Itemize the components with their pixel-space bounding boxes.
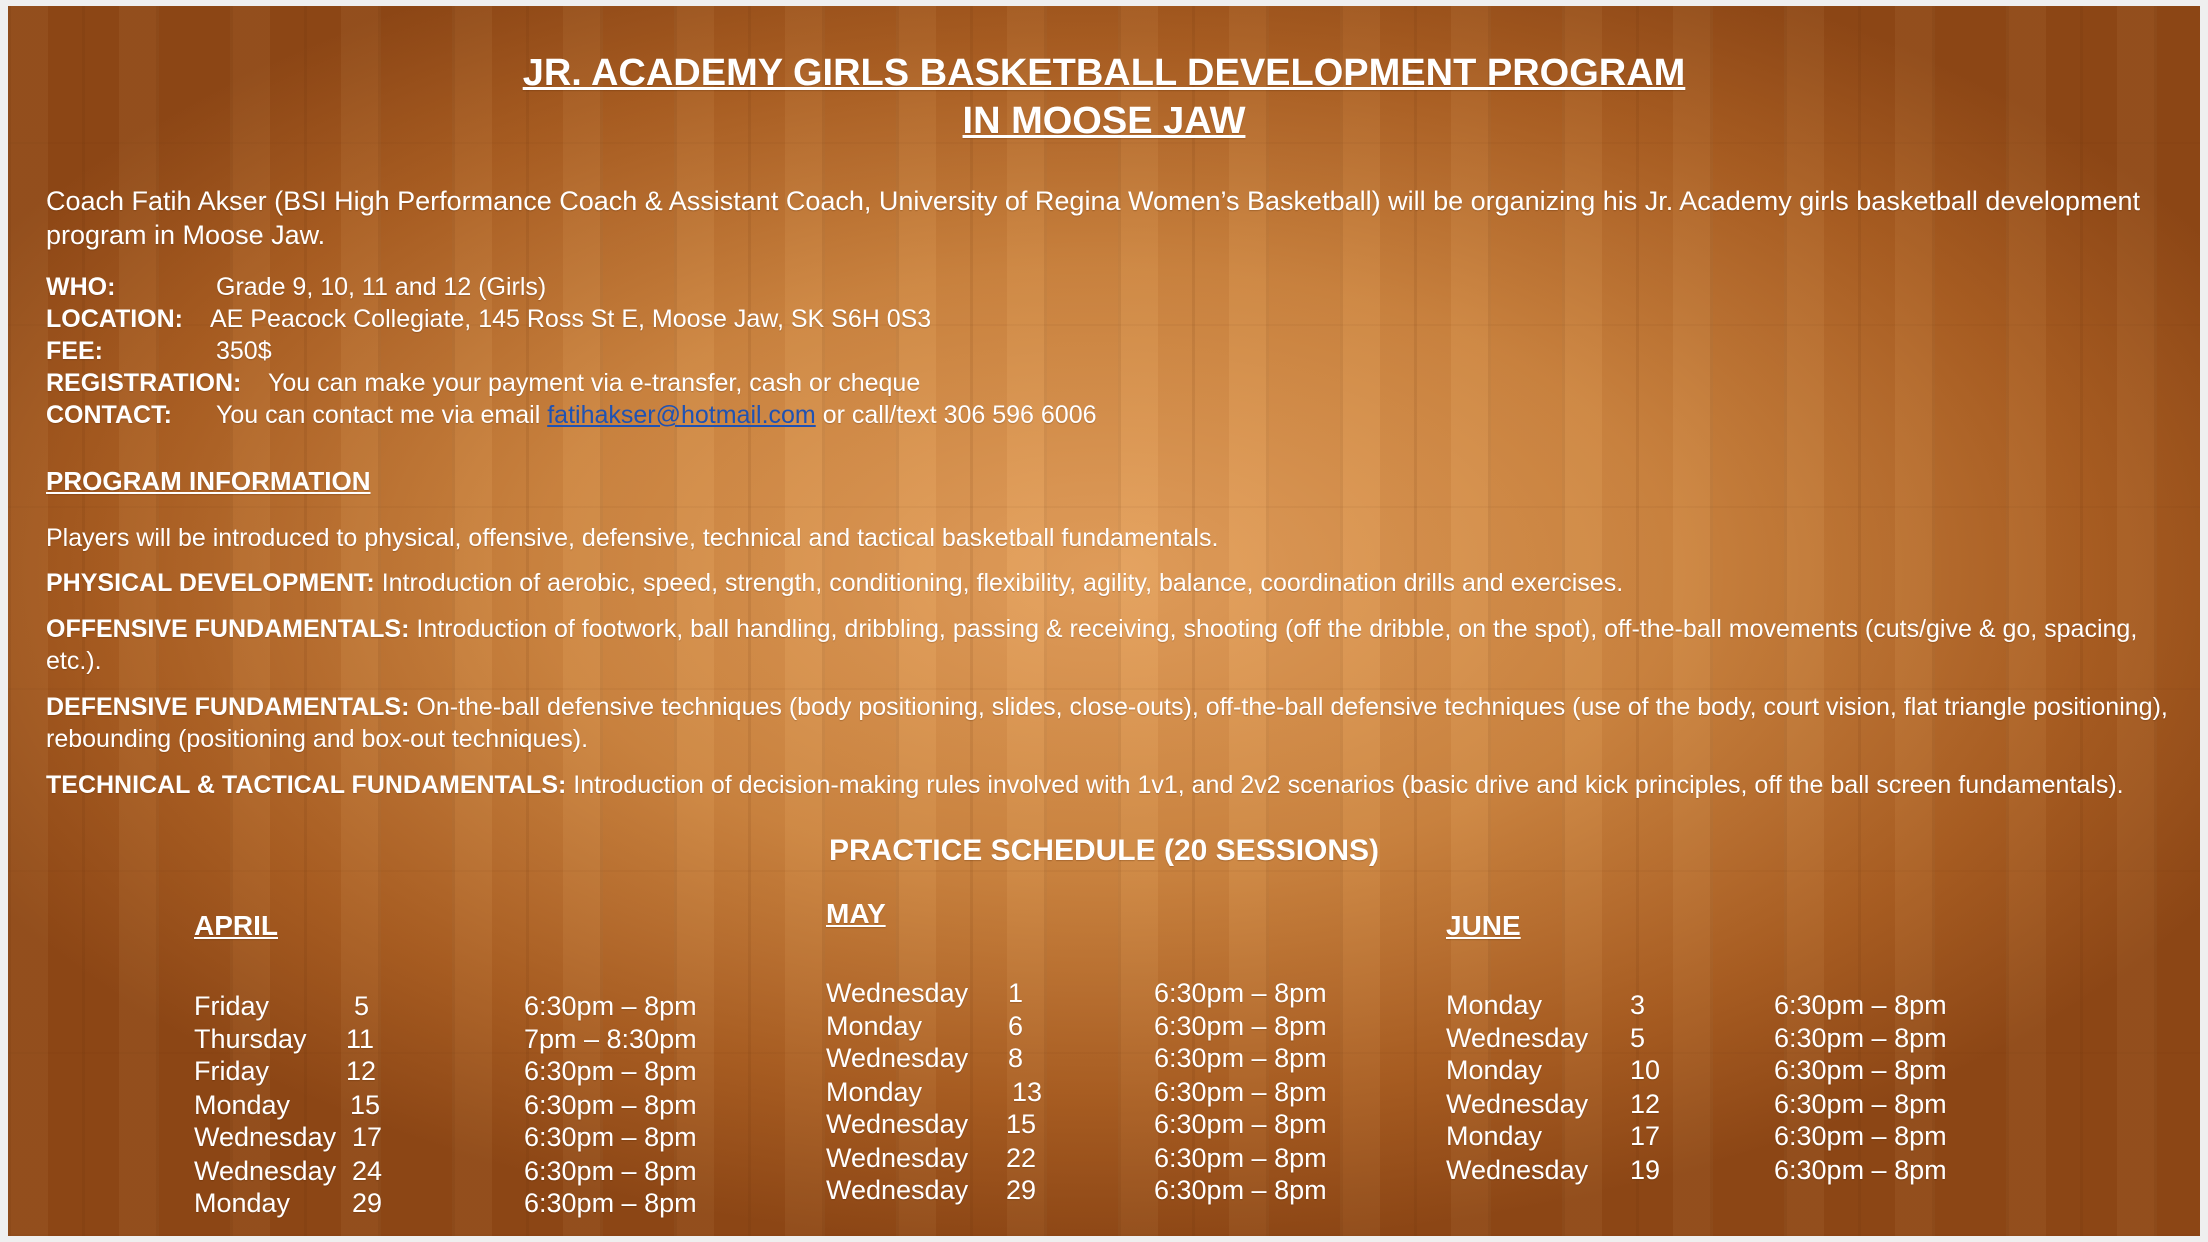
session-date: 29: [1006, 1175, 1037, 1205]
registration-row: [46, 367, 921, 399]
session-date: 17: [1630, 1121, 1661, 1151]
session-date: 12: [1630, 1089, 1661, 1119]
registration-label: REGISTRATION:: [46, 369, 242, 397]
session-date: 5: [354, 991, 370, 1021]
contact-label: CONTACT:: [46, 401, 172, 429]
session-date: 8: [1008, 1043, 1024, 1073]
defensive-label: DEFENSIVE FUNDAMENTALS:: [46, 693, 410, 721]
session-day: Wednesday: [826, 1043, 969, 1073]
physical-development: [46, 566, 2186, 600]
session-time: 6:30pm – 8pm: [1154, 1011, 1327, 1041]
session-day: Monday: [1446, 1121, 1543, 1151]
session-date: 3: [1630, 990, 1646, 1020]
session-time: 6:30pm – 8pm: [524, 1122, 697, 1152]
session-time: 6:30pm – 8pm: [1774, 990, 1947, 1020]
offensive-fundamentals: [46, 613, 2186, 677]
session-date: 24: [352, 1156, 383, 1186]
session-date: 29: [352, 1188, 383, 1218]
session-day: Wednesday: [194, 1122, 337, 1152]
offensive-label: OFFENSIVE FUNDAMENTALS:: [46, 615, 410, 643]
session-day: Monday: [826, 1077, 923, 1107]
schedule-title: PRACTICE SCHEDULE (20 SESSIONS): [828, 834, 1380, 867]
session-time: 6:30pm – 8pm: [1154, 1077, 1327, 1107]
physical-label: PHYSICAL DEVELOPMENT:: [46, 569, 375, 597]
defensive-fundamentals: [46, 691, 2186, 755]
session-date: 22: [1006, 1143, 1037, 1173]
session-time: 6:30pm – 8pm: [524, 1188, 697, 1218]
session-day: Wednesday: [826, 978, 969, 1008]
session-day: Wednesday: [826, 1109, 969, 1139]
session-time: 6:30pm – 8pm: [524, 1156, 697, 1186]
session-time: 6:30pm – 8pm: [1774, 1121, 1947, 1151]
session-date: 10: [1630, 1055, 1661, 1085]
session-date: 11: [346, 1024, 375, 1054]
session-time: 6:30pm – 8pm: [1774, 1089, 1947, 1119]
location-value: AE Peacock Collegiate, 145 Ross St E, Moose Jaw, SK S6H 0S3: [210, 305, 932, 333]
session-date: 15: [1006, 1109, 1037, 1139]
location-row: [46, 303, 932, 335]
session-day: Wednesday: [1446, 1155, 1589, 1185]
program-intro: Players will be introduced to physical, offensive, defensive, technical and tactical basketball fundamentals.: [46, 524, 1219, 552]
session-day: Monday: [1446, 990, 1543, 1020]
session-time: 6:30pm – 8pm: [1154, 978, 1327, 1008]
session-date: 12: [346, 1056, 377, 1086]
contact-email-link[interactable]: fatihakser@hotmail.com: [547, 401, 816, 429]
session-time: 6:30pm – 8pm: [524, 1090, 697, 1120]
contact-prefix: You can contact me via email: [216, 401, 541, 429]
month-june-heading: JUNE: [1446, 910, 1521, 941]
session-day: Thursday: [194, 1024, 307, 1054]
title-line-2: IN MOOSE JAW: [962, 100, 1246, 142]
fee-label: FEE:: [46, 337, 103, 365]
session-time: 6:30pm – 8pm: [1154, 1143, 1327, 1173]
session-time: 6:30pm – 8pm: [1774, 1155, 1947, 1185]
session-day: Monday: [194, 1188, 291, 1218]
session-time: 6:30pm – 8pm: [1774, 1023, 1947, 1053]
technical-tactical-fundamentals: [46, 769, 2186, 801]
session-time: 6:30pm – 8pm: [524, 991, 697, 1021]
location-label: LOCATION:: [46, 305, 184, 333]
contact-row: [46, 399, 1097, 431]
session-date: 17: [352, 1122, 383, 1152]
month-april-heading: APRIL: [194, 910, 278, 941]
session-time: 6:30pm – 8pm: [524, 1056, 697, 1086]
session-day: Monday: [826, 1011, 923, 1041]
session-time: 6:30pm – 8pm: [1774, 1055, 1947, 1085]
fee-row: [46, 335, 272, 367]
physical-text: Introduction of aerobic, speed, strength, conditioning, flexibility, agility, balance, coordination drills and exercises.: [381, 569, 1624, 597]
technical-text: Introduction of decision-making rules involved with 1v1, and 2v2 scenarios (basic drive and kick principles, off the ball screen fundamentals).: [573, 771, 2124, 799]
session-day: Friday: [194, 1056, 270, 1086]
session-date: 19: [1630, 1155, 1661, 1185]
session-day: Wednesday: [826, 1143, 969, 1173]
defensive-text: On-the-ball defensive techniques (body positioning, slides, close-outs), off-the-ball defensive techniques (use of the body, court vision, flat triangle positioning), rebounding (positioning and box-out techniques).: [46, 693, 2168, 753]
who-row: [46, 271, 547, 303]
month-may-heading: MAY: [826, 898, 886, 929]
session-date: 1: [1008, 978, 1024, 1008]
session-day: Monday: [194, 1090, 291, 1120]
session-day: Monday: [1446, 1055, 1543, 1085]
session-day: Wednesday: [826, 1175, 969, 1205]
session-time: 7pm – 8:30pm: [524, 1024, 697, 1054]
registration-value: You can make your payment via e-transfer, cash or cheque: [268, 369, 921, 397]
who-value: Grade 9, 10, 11 and 12 (Girls): [216, 273, 547, 301]
intro-paragraph: Coach Fatih Akser (BSI High Performance Coach & Assistant Coach, University of Regina Women’s Basketball) will be organizing his Jr. Academy girls basketball development program in Moose Jaw.: [46, 186, 2140, 250]
session-day: Wednesday: [1446, 1023, 1589, 1053]
offensive-text: Introduction of footwork, ball handling, dribbling, passing & receiving, shooting (off the dribble, on the spot), off-the-ball movements (cuts/give & go, spacing, etc.).: [46, 615, 2138, 675]
title-line-1: JR. ACADEMY GIRLS BASKETBALL DEVELOPMENT PROGRAM: [522, 52, 1686, 94]
session-day: Friday: [194, 991, 270, 1021]
session-date: 13: [1012, 1077, 1043, 1107]
contact-suffix: or call/text 306 596 6006: [822, 401, 1097, 429]
session-time: 6:30pm – 8pm: [1154, 1043, 1327, 1073]
session-day: Wednesday: [1446, 1089, 1589, 1119]
technical-label: TECHNICAL & TACTICAL FUNDAMENTALS:: [46, 771, 567, 799]
fee-value: 350$: [216, 337, 272, 365]
session-day: Wednesday: [194, 1156, 337, 1186]
session-time: 6:30pm – 8pm: [1154, 1109, 1327, 1139]
session-date: 15: [350, 1090, 381, 1120]
who-label: WHO:: [46, 273, 116, 301]
flyer-slide: [8, 6, 2200, 1236]
program-info-heading: PROGRAM INFORMATION: [46, 466, 371, 496]
session-date: 6: [1008, 1011, 1024, 1041]
session-time: 6:30pm – 8pm: [1154, 1175, 1327, 1205]
session-date: 5: [1630, 1023, 1646, 1053]
